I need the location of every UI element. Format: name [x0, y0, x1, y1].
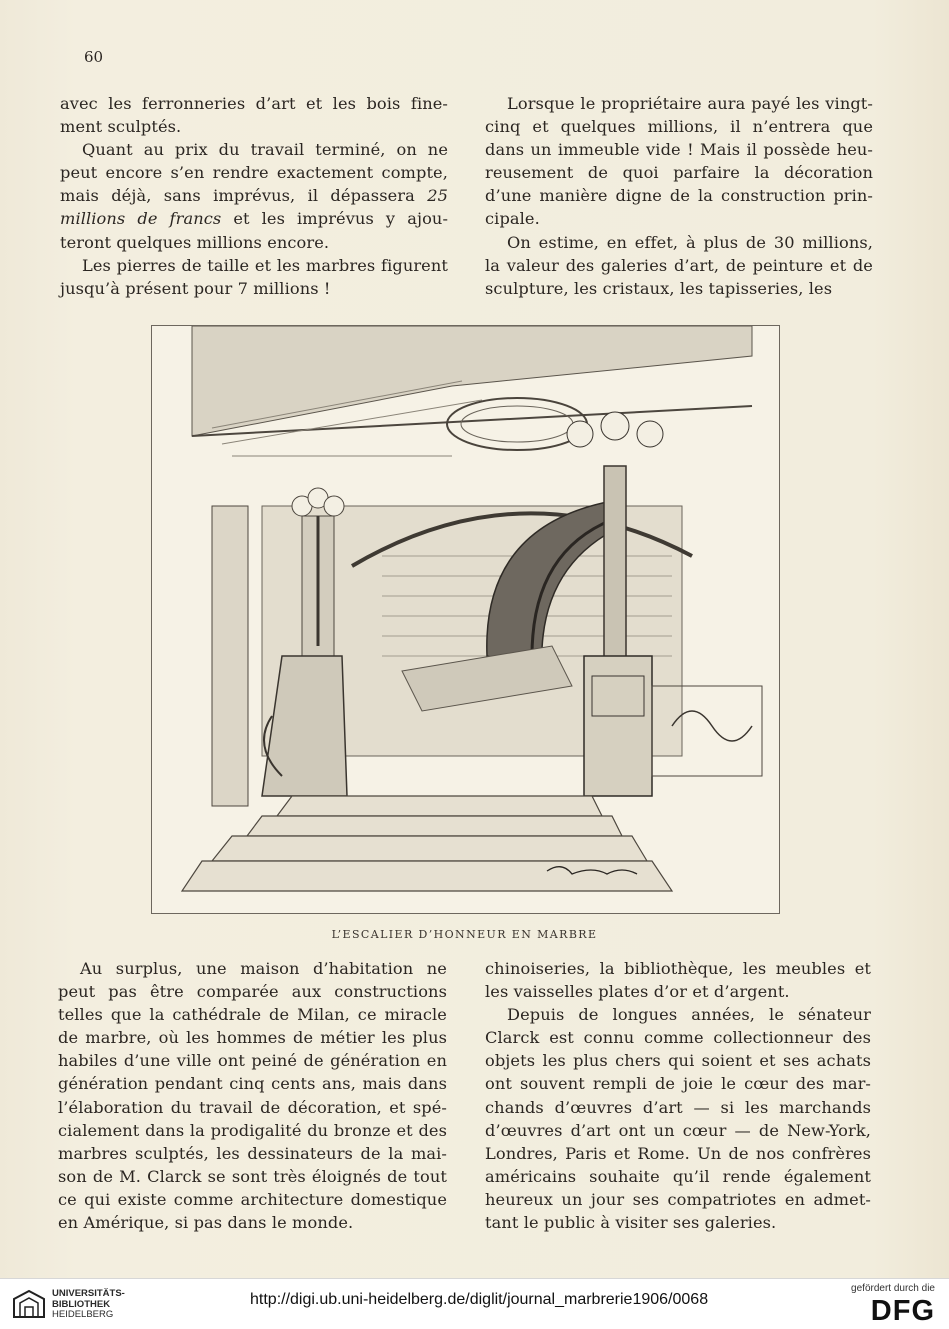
staircase-illustration — [151, 325, 780, 914]
institution-line: UNIVERSITÄTS- — [52, 1288, 125, 1299]
permalink-url[interactable]: http://digi.ub.uni-heidelberg.de/diglit/journal_marbrerie1906/0068 — [250, 1291, 709, 1308]
funded-by-label: gefördert durch die — [851, 1283, 935, 1294]
page-number: 60 — [84, 48, 104, 66]
paragraph-text: et les imprévus y ajou- teront quelques millions encore. — [60, 209, 449, 252]
paragraph: chinoiseries, la bibliothèque, les meubles et les vaisselles plates d’or et d’argent. — [485, 959, 871, 1002]
institution-line: BIBLIOTHEK — [52, 1298, 111, 1310]
university-seal-icon — [12, 1289, 46, 1319]
institution-name — [52, 1289, 125, 1321]
italic-phrase: 25 millions de francs — [60, 186, 448, 229]
paragraph: avec les ferronneries d’art et les bois fine- ment sculptés. — [60, 94, 448, 137]
text-column-top-right — [485, 92, 873, 300]
paragraph: Depuis de longues années, le sénateur Clarck est connu comme collectionneur des objets les plus chers qui soient et ses achats ont souvent rempli de joie le cœur des mar- chands d’œuvres d’art — si les marchands d’œuvres d’art ont un cœur — de New-York, Londres, Paris et Rome. Un de nos confrères américains souhaite qu’il rende également heureux un jour ses compatriotes en admet- tant le public à visiter ses galeries. — [485, 1005, 871, 1233]
paragraph: Au surplus, une maison d’habitation ne peut pas être comparée aux constructions telles que la cathédrale de Milan, ce miracle de marbre, où les hommes de métier les plus habiles d’une ville ont peiné de génération en génération pendant cinq cents ans, mais dans l’élaboration du travail de décoration, et spé- cialement dans la prodigalité du bronze et des marbres sculptés, les dessinateurs de la mai- son de M. Clarck se sont très éloignés de tout ce qui existe comme architecture domestique en Amérique, si pas dans le monde. — [58, 959, 447, 1233]
figure-caption: L’ESCALIER D’HONNEUR EN MARBRE — [331, 928, 598, 941]
paragraph: Les pierres de taille et les marbres figurent jusqu’à présent pour 7 millions ! — [60, 255, 448, 298]
funder-logo: DFG — [870, 1295, 935, 1327]
footer-bar — [0, 1278, 949, 1329]
paragraph — [60, 138, 448, 253]
text-column-bottom-left — [58, 957, 447, 1234]
paragraph: Lorsque le propriétaire aura payé les vingt- cinq et quelques millions, il n’entrera que dans un immeuble vide ! Mais il possède heu- reusement de quoi parfaire la décoration d’une manière digne de la construction prin- cipale. — [485, 94, 873, 229]
paragraph-text: Quant au prix du travail terminé, on ne peut encore s’en rendre exactement compte, mais déjà, sans imprévus, il dépassera — [60, 140, 448, 206]
paragraph: On estime, en effet, à plus de 30 millions, la valeur des galeries d’art, de peinture et de sculpture, les cristaux, les tapisseries, les — [485, 232, 873, 298]
text-column-top-left — [60, 92, 448, 300]
staircase-drawing — [152, 326, 779, 913]
institution-line: HEIDELBERG — [52, 1309, 114, 1320]
text-column-bottom-right — [485, 957, 871, 1234]
